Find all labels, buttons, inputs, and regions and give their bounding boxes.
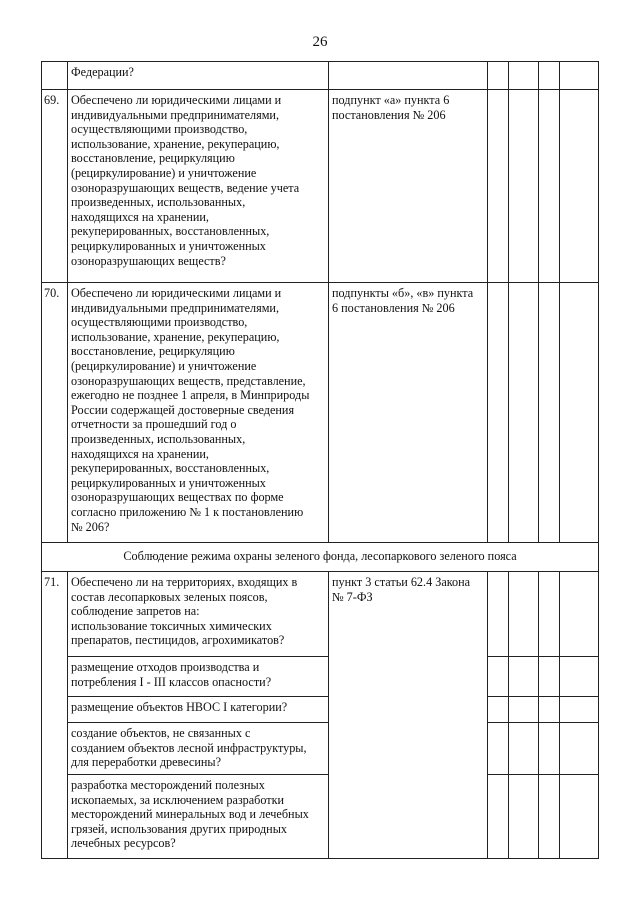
question-cell: Обеспечено ли юридическими лицами и индивидуальными предпринимателями, осуществляющими производство, использование, хранение, рекуперацию, восстановление, рециркуляцию (рециркулирование) и уничтожение озоноразрушающих веществ, представление, ежегодно не позднее 1 апреля, в Минприроды России содержащей достоверные сведения отчетности за прошедший год о произведенных, использованных, находящихся на хранении, рекуперированных, восстановленных, рециркулированных и уничтоженных озоноразрушающих веществах по форме согласно приложению № 1 к постановлению № 206?	[68, 283, 329, 543]
answer-cell	[488, 283, 509, 543]
answer-cell	[488, 62, 509, 90]
question-cell: Федерации?	[68, 62, 329, 90]
subquestion-cell: создание объектов, не связанных с созданием объектов лесной инфраструктуры, для переработки древесины?	[68, 723, 329, 775]
page-number: 26	[312, 34, 328, 50]
question-cell: Обеспечено ли юридическими лицами и индивидуальными предпринимателями, осуществляющими производство, использование, хранение, рекуперацию, восстановление, рециркуляцию (рециркулирование) и уничтожение озоноразрушающих веществ, ведение учета произведенных, использованных, находящихся на хранении, рекуперированных, восстановленных, рециркулированных и уничтоженных озоноразрушающих веществ?	[68, 90, 329, 283]
answer-cell	[539, 723, 560, 775]
answer-cell	[509, 283, 539, 543]
answer-cell	[560, 283, 599, 543]
table-row	[42, 572, 599, 657]
answer-cell	[539, 657, 560, 697]
answer-cell	[539, 572, 560, 657]
answer-cell	[560, 723, 599, 775]
reference-cell: подпункт «а» пункта 6 постановления № 206	[329, 90, 488, 283]
answer-cell	[488, 723, 509, 775]
answer-cell	[539, 775, 560, 859]
row-number-cell: 71.	[42, 572, 68, 859]
table-row	[42, 62, 599, 90]
subquestion-cell: размещение отходов производства и потребления I - III классов опасности?	[68, 657, 329, 697]
answer-cell	[539, 62, 560, 90]
answer-cell	[539, 697, 560, 723]
answer-cell	[560, 572, 599, 657]
answer-cell	[560, 775, 599, 859]
table-row	[42, 90, 599, 283]
table-row	[42, 723, 599, 775]
table-row	[42, 283, 599, 543]
answer-cell	[539, 90, 560, 283]
answer-cell	[509, 723, 539, 775]
table-row	[42, 657, 599, 697]
answer-cell	[509, 657, 539, 697]
answer-cell	[509, 775, 539, 859]
section-row	[42, 543, 599, 572]
reference-cell: подпункты «б», «в» пункта 6 постановления № 206	[329, 283, 488, 543]
answer-cell	[560, 90, 599, 283]
reference-cell	[329, 62, 488, 90]
answer-cell	[509, 62, 539, 90]
row-number-cell: 69.	[42, 90, 68, 283]
subquestion-cell: размещение объектов НВОС I категории?	[68, 697, 329, 723]
answer-cell	[509, 572, 539, 657]
question-cell: Обеспечено ли на территориях, входящих в состав лесопарковых зеленых поясов, соблюдение запретов на: использование токсичных химических препаратов, пестицидов, агрохимикатов?	[68, 572, 329, 657]
answer-cell	[488, 572, 509, 657]
answer-cell	[560, 62, 599, 90]
table-row	[42, 697, 599, 723]
answer-cell	[539, 283, 560, 543]
reference-cell: пункт 3 статьи 62.4 Закона № 7-ФЗ	[329, 572, 488, 859]
answer-cell	[509, 90, 539, 283]
answer-cell	[509, 697, 539, 723]
section-heading: Соблюдение режима охраны зеленого фонда, лесопаркового зеленого пояса	[42, 543, 599, 572]
row-number-cell: 70.	[42, 283, 68, 543]
checklist-table	[41, 61, 599, 859]
answer-cell	[488, 90, 509, 283]
subquestion-cell: разработка месторождений полезных ископаемых, за исключением разработки месторождений минеральных вод и лечебных грязей, использования других природных лечебных ресурсов?	[68, 775, 329, 859]
answer-cell	[560, 697, 599, 723]
answer-cell	[560, 657, 599, 697]
answer-cell	[488, 657, 509, 697]
answer-cell	[488, 697, 509, 723]
row-number-cell	[42, 62, 68, 90]
answer-cell	[488, 775, 509, 859]
table-row	[42, 775, 599, 859]
